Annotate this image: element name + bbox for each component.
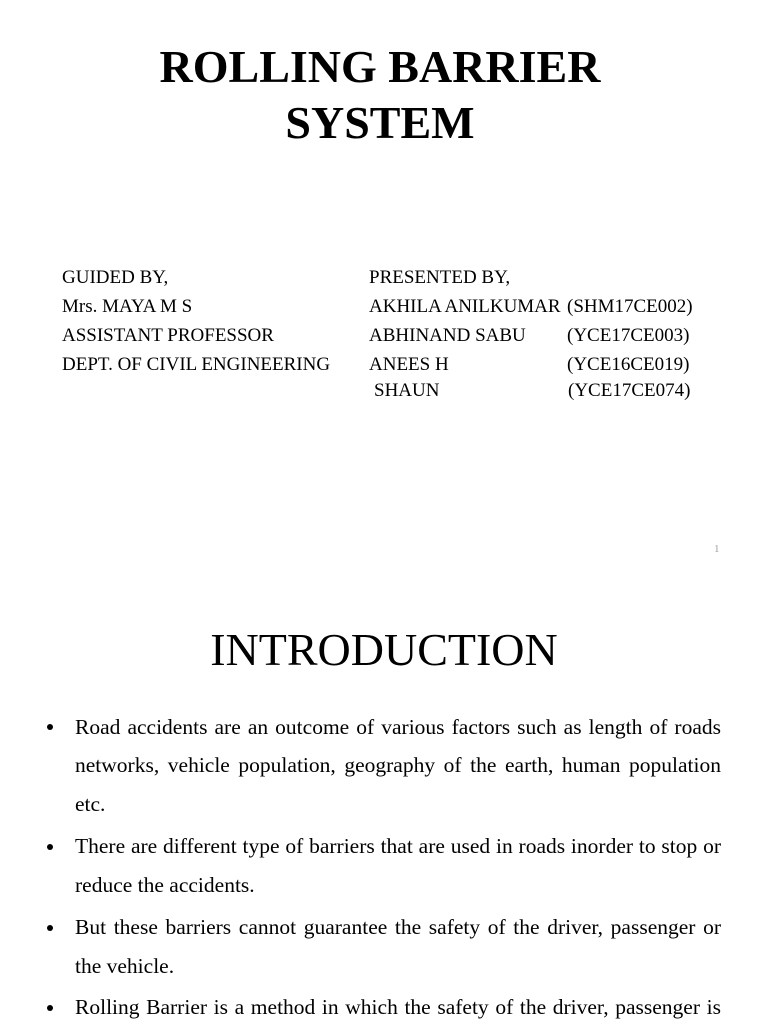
member-id: (YCE17CE003) — [567, 324, 690, 346]
member-row — [369, 376, 693, 405]
guide-name: Mrs. MAYA M S — [62, 295, 193, 317]
member-id: (SHM17CE002) — [567, 295, 693, 317]
member-id: (YCE17CE074) — [568, 379, 691, 401]
member-name: AKHILA ANILKUMAR — [369, 295, 561, 317]
bullet-item — [0, 992, 721, 1024]
page-number: 1 — [714, 543, 720, 555]
guide-designation: ASSISTANT PROFESSOR — [62, 324, 274, 346]
bullet-text: But these barriers cannot guarantee the safety of the driver, passenger or the vehicle. — [75, 915, 721, 978]
bullet-item — [0, 708, 721, 824]
member-id: (YCE16CE019) — [567, 353, 690, 375]
slide-title: ROLLING BARRIER SYSTEM — [159, 41, 601, 148]
guided-by-block — [62, 263, 330, 379]
bullet-text: Road accidents are an outcome of various factors such as length of roads networks, vehicle population, geography of the earth, human population etc. — [75, 714, 721, 816]
member-name: ANEES H — [369, 353, 449, 375]
bullet-marker — [47, 724, 53, 730]
guide-department: DEPT. OF CIVIL ENGINEERING — [62, 353, 331, 375]
bullet-item — [0, 908, 721, 985]
guided-by-heading: GUIDED BY, — [62, 266, 169, 288]
bullet-marker — [47, 844, 53, 850]
member-name: ABHINAND SABU — [369, 324, 526, 346]
member-row — [369, 321, 693, 350]
bullet-list — [0, 708, 721, 1024]
bullet-text: Rolling Barrier is a method in which the safety of the driver, passenger is — [75, 995, 721, 1020]
member-row — [369, 292, 693, 321]
member-row — [369, 350, 693, 379]
bullet-item — [0, 827, 721, 904]
member-name: SHAUN — [374, 379, 440, 401]
bullet-text: There are different type of barriers that are used in roads inorder to stop or reduce the accidents. — [75, 834, 721, 897]
bullet-marker — [47, 925, 53, 931]
presented-by-heading: PRESENTED BY, — [369, 266, 511, 288]
bullet-marker — [47, 1005, 53, 1011]
section-title: INTRODUCTION — [210, 624, 558, 675]
presented-by-block — [369, 263, 693, 405]
